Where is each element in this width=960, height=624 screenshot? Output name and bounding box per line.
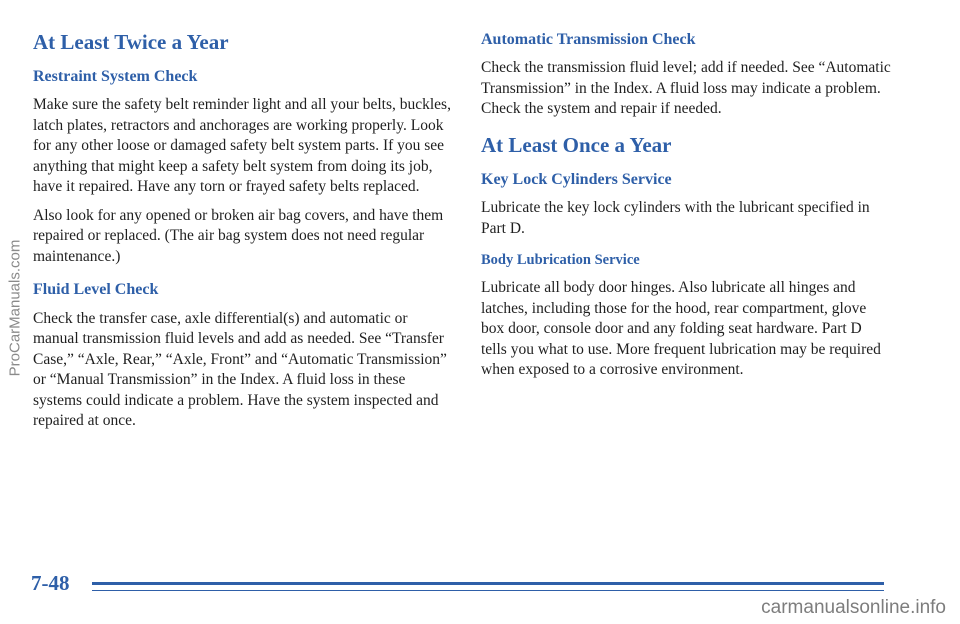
- key-lock-paragraph: Lubricate the key lock cylinders with the lubricant specified in Part D.: [481, 199, 870, 237]
- automatic-transmission-paragraph: Check the transmission fluid level; add if needed. See “Automatic Transmission” in the Index. A fluid loss may indicate a problem. Check the system and repair if needed.: [481, 59, 891, 118]
- fluid-level-paragraph: Check the transfer case, axle differential(s) and automatic or manual transmission fluid levels and add as needed. See “Transfer Case,” “Axle, Rear,” “Axle, Front” and “Automatic Transmission” or “Manual Transmission” in the Index. A fluid loss in these systems could indicate a problem. Have the system inspected and repaired at once.: [33, 309, 447, 430]
- page-number: 7-48: [31, 571, 70, 595]
- footer-watermark: carmanualsonline.info: [761, 597, 946, 618]
- left-column: [33, 30, 451, 432]
- body-lubrication-title: Body Lubrication Service: [481, 252, 640, 269]
- section-heading-twice-a-year: At Least Twice a Year: [33, 30, 229, 54]
- restraint-paragraph-2: Also look for any opened or broken air bag covers, and have them repaired or replaced. (The air bag system does not need regular maintenance.): [33, 206, 444, 265]
- section-heading-once-a-year: At Least Once a Year: [481, 132, 672, 157]
- side-watermark: [4, 218, 26, 398]
- body-lubrication-paragraph: Lubricate all body door hinges. Also lubricate all hinges and latches, including those for the hood, rear compartment, glove box door, console door and any folding seat hardware. Part D tells you what to use. More frequent lubrication may be required when exposed to a corrosive environment.: [481, 279, 881, 379]
- footer-rule-thick: [92, 582, 884, 585]
- footer-rule-thin: [92, 590, 884, 591]
- automatic-transmission-check-title: Automatic Transmission Check: [481, 31, 696, 48]
- right-column: [481, 30, 891, 381]
- restraint-system-check-title: Restraint System Check: [33, 68, 198, 86]
- fluid-level-check-title: Fluid Level Check: [33, 281, 159, 299]
- side-watermark-text: ProCarManuals.com: [6, 239, 24, 377]
- restraint-paragraph-1: Make sure the safety belt reminder light and all your belts, buckles, latch plates, retractors and anchorages are working properly. Look for any other loose or damaged safety belt system parts. If you see anything that might keep a safety belt system from doing its job, have it repaired. Have any torn or frayed safety belts replaced.: [33, 96, 451, 196]
- key-lock-cylinders-title: Key Lock Cylinders Service: [481, 170, 672, 188]
